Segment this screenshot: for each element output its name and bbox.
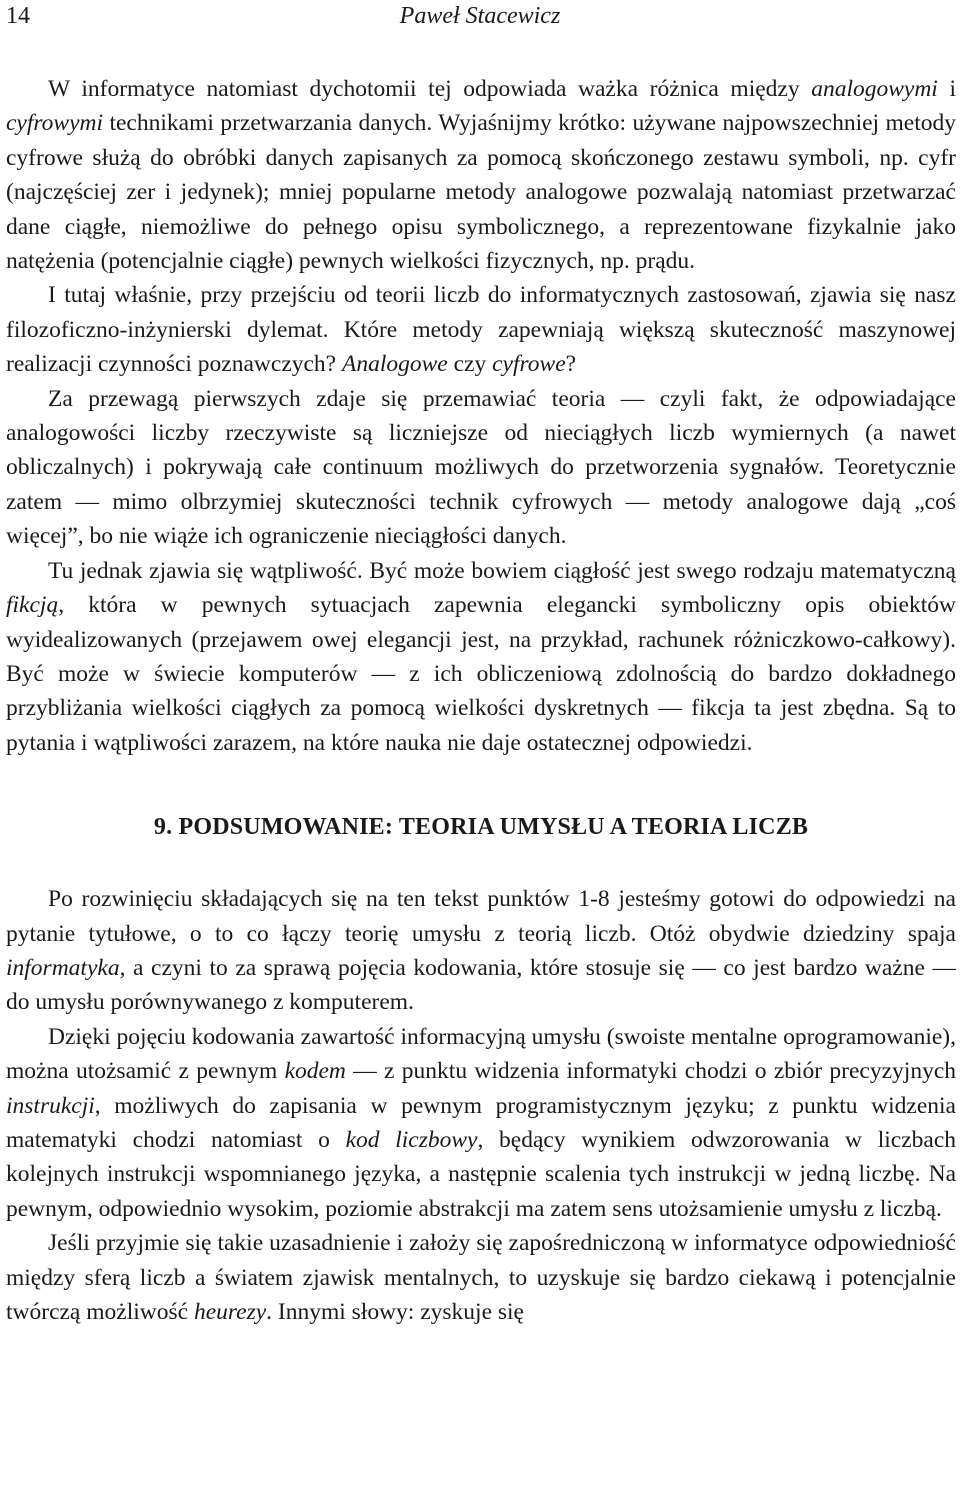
- text-run: Dzięki pojęciu kodowania zawartość informacyjną umysłu (swoiste mentalne oprogramowanie), można utożsamić z pewnym: [6, 1023, 956, 1085]
- italic-term: kod liczbowy: [345, 1126, 478, 1153]
- body-text: [6, 72, 956, 1329]
- italic-term: Analogowe: [342, 351, 448, 378]
- paragraph: [6, 882, 956, 1020]
- section-9-text: [6, 882, 956, 1329]
- text-run: Za przewagą pierwszych zdaje się przemawiać teoria — czyli fakt, że odpowiadające analogowości liczby rzeczywiste są liczniejsze od nieciągłych liczb wymiernych (a nawet obliczalnych) i pokrywają całe continuum możliwych do przetworzenia sygnałów. Teoretycznie zatem — mimo olbrzymiej skuteczności technik cyfrowych — metody analogowe dają „coś więcej”, bo nie wiąże ich ograniczenie nieciągłości danych.: [6, 385, 956, 550]
- text-run: ?: [565, 351, 577, 378]
- paragraph: [6, 1020, 956, 1226]
- paragraph: [6, 382, 956, 554]
- italic-term: instrukcji: [6, 1092, 95, 1119]
- text-run: — z punktu widzenia informatyki chodzi o zbiór precyzyjnych: [345, 1058, 957, 1085]
- text-run: czy: [447, 351, 493, 378]
- section-8-continuation: [6, 72, 956, 760]
- text-run: , a czyni to za sprawą pojęcia kodowania, które stosuje się — co jest bardzo ważne — do umysłu porównywanego z komputerem.: [6, 954, 956, 1016]
- text-run: . Innymi słowy: zyskuje się: [266, 1299, 524, 1325]
- text-run: I tutaj właśnie, przy przejściu od teorii liczb do informatycznych zastosowań, zjawia się nasz filozoficzno-inżynierski dylemat. Które metody zapewniają większą skuteczność maszynowej realizacji czynności poznawczych?: [6, 282, 956, 378]
- italic-term: informatyka: [6, 954, 120, 981]
- italic-term: cyfrowymi: [6, 110, 104, 137]
- text-run: W informatyce natomiast dychotomii tej odpowiada ważka różnica między: [48, 76, 812, 102]
- running-head-author: Paweł Stacewicz: [399, 3, 561, 29]
- paragraph: [6, 278, 956, 381]
- paragraph: [6, 554, 956, 760]
- text-run: Jeśli przyjmie się takie uzasadnienie i założy się zapośredniczoną w informatyce odpowiedniość między sferą liczb a światem zjawisk mentalnych, to uzyskuje się bardzo ciekawą i potencjalnie twórczą możliwość: [6, 1230, 956, 1325]
- text-run: i: [937, 76, 956, 102]
- text-run: , będący wynikiem odwzorowania w liczbach kolejnych instrukcji wspomnianego języka, a następnie scalenia tych instrukcji w jedną liczbę. Na pewnym, odpowiednio wysokim, poziomie abstrakcji ma zatem sens utożsamienie umysłu z liczbą.: [6, 1126, 957, 1222]
- italic-term: analogowymi: [811, 76, 938, 102]
- text-run: Po rozwinięciu składających się na ten tekst punktów 1-8 jesteśmy gotowi do odpowiedzi na pytanie tytułowe, o to co łączy teorię umysłu z teorią liczb. Otóż obydwie dziedziny spaja: [6, 886, 956, 947]
- page-header: [0, 0, 960, 40]
- text-run: , która w pewnych sytuacjach zapewnia elegancki symboliczny opis obiektów wyidealizowanych (przejawem owej elegancji jest, na przykład, rachunek różniczkowo-całkowy). Być może w świecie komputerów — z ich obliczeniową zdolnością do bardzo dokładnego przybliżania wielkości ciągłych za pomocą wielkości dyskretnych — fikcja ta jest zbędna. Są to pytania i wątpliwości zarazem, na które nauka nie daje ostatecznej odpowiedzi.: [6, 592, 956, 756]
- heading-spacer: [6, 760, 956, 810]
- text-run: , możliwych do zapisania w pewnym programistycznym języku; z punktu widzenia matematyki chodzi natomiast o: [6, 1092, 956, 1153]
- text-run: Tu jednak zjawia się wątpliwość. Być może bowiem ciągłość jest swego rodzaju matematyczną: [48, 557, 956, 584]
- page-number: 14: [6, 3, 30, 29]
- section-heading: 9. PODSUMOWANIE: TEORIA UMYSŁU A TEORIA LICZB: [153, 814, 809, 841]
- paragraph: [6, 1226, 956, 1329]
- text-run: technikami przetwarzania danych. Wyjaśnijmy krótko: używane najpowszechniej metody cyfrowe służą do obróbki danych zapisanych za pomocą skończonego zestawu symboli, np. cyfr (najczęściej zer i jedynek); mniej popularne metody analogowe pozwalają natomiast przetwarzać dane ciągłe, niemożliwe do pełnego opisu symbolicznego, a reprezentowane fizykalnie jako natężenia (potencjalnie ciągłe) pewnych wielkości fizycznych, np. prądu.: [6, 110, 956, 275]
- heading-spacer-after: [6, 844, 956, 882]
- italic-term: fikcją: [6, 592, 59, 619]
- italic-term: kodem: [284, 1058, 346, 1085]
- paragraph: [6, 72, 956, 278]
- italic-term: cyfrowe: [492, 351, 566, 378]
- italic-term: heurezy: [193, 1299, 267, 1325]
